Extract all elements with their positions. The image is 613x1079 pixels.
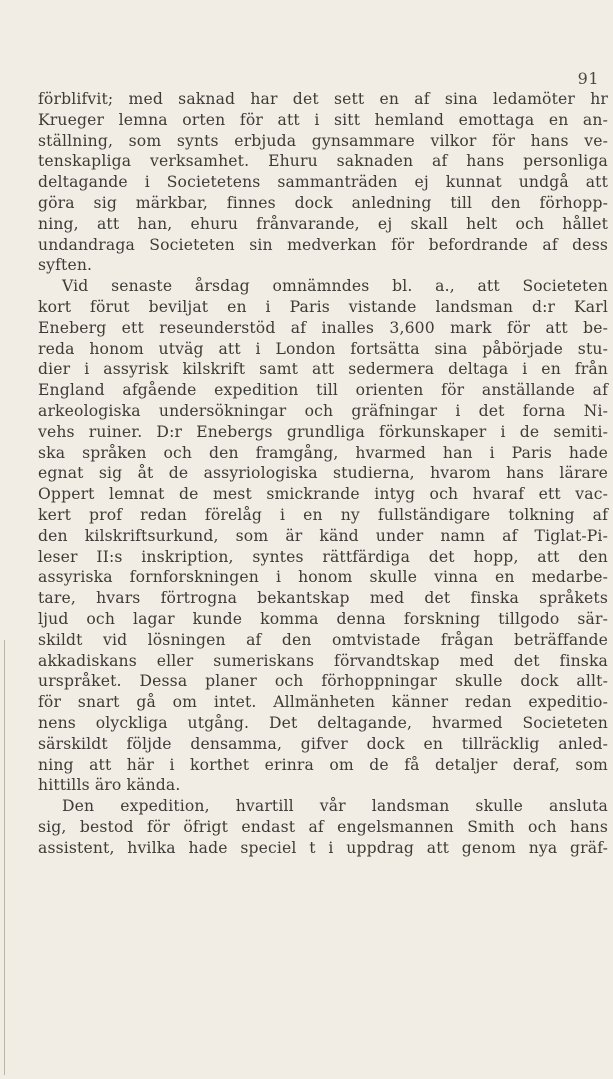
text-line: England afgående expedition till orienten för anställande af <box>38 381 608 400</box>
text-line: den kilskriftsurkund, som är känd under namn af Tiglat-Pi- <box>38 526 608 545</box>
text-line: deltagande i Societetens sammanträden ej kunnat undgå att <box>38 173 608 192</box>
text-line: undandraga Societeten sin medverkan för befordrande af dess <box>38 235 608 254</box>
text-line: förblifvit; med saknad har det sett en af sina ledamöter hr <box>38 90 608 108</box>
text-line: syften. <box>38 256 93 275</box>
text-line: tare, hvars förtrogna bekantskap med det finska språkets <box>38 589 608 608</box>
text-line: arkeologiska undersökningar och gräfningar i det forna Ni- <box>38 401 608 420</box>
text-line: ning att här i korthet erinra om de få detaljer deraf, som <box>38 755 608 774</box>
text-line: göra sig märkbar, finnes dock anledning till den förhopp- <box>38 193 608 212</box>
text-line: hittills äro kända. <box>38 776 181 795</box>
text-line: egnat sig åt de assyriologiska studierna, hvarom hans lärare <box>38 464 608 483</box>
text-line: urspråket. Dessa planer och förhoppningar skulle dock allt- <box>38 672 608 691</box>
text-line: dier i assyrisk kilskrift samt att sedermera deltaga i en från <box>38 360 608 379</box>
text-line: nens olyckliga utgång. Det deltagande, hvarmed Societeten <box>38 713 608 732</box>
text-line: vehs ruiner. D:r Enebergs grundliga förkunskaper i de semiti- <box>38 422 608 441</box>
text-line: sig, bestod för öfrigt endast af engelsmannen Smith och hans <box>38 817 608 836</box>
text-line: Eneberg ett reseunderstöd af inalles 3,600 mark för att be- <box>38 318 608 337</box>
text-line: assyriska fornforskningen i honom skulle vinna en medarbe- <box>38 568 608 587</box>
text-line: Vid senaste årsdag omnämndes bl. a., att Societeten <box>62 277 608 296</box>
text-line: assistent, hvilka hade speciel t i uppdrag att genom nya gräf- <box>38 838 608 857</box>
text-line: kort förut beviljat en i Paris vistande landsman d:r Karl <box>38 297 608 316</box>
text-line: ning, att han, ehuru frånvarande, ej skall helt och hållet <box>38 214 608 233</box>
text-line: Krueger lemna orten för att i sitt hemland emottaga en an- <box>38 110 608 129</box>
text-line: skildt vid lösningen af den omtvistade frågan beträffande <box>38 630 608 649</box>
text-line: leser II:s inskription, syntes rättfärdiga det hopp, att den <box>38 547 608 566</box>
text-line: tenskapliga verksamhet. Ehuru saknaden af hans personliga <box>38 152 608 171</box>
page-edge-mark <box>4 640 5 1075</box>
text-line: kert prof redan förelåg i en ny fullständigare tolkning af <box>38 505 608 524</box>
page-number: 91 <box>577 69 599 88</box>
text-line: ställning, som synts erbjuda gynsammare vilkor för hans ve- <box>38 131 608 150</box>
text-line: ska språken och den framgång, hvarmed han i Paris hade <box>38 443 608 462</box>
text-line: akkadiskans eller sumeriskans förvandtskap med det finska <box>38 651 608 670</box>
text-line: reda honom utväg att i London fortsätta sina påbörjade stu- <box>38 339 608 358</box>
text-line: för snart gå om intet. Allmänheten känner redan expeditio- <box>38 693 608 712</box>
text-line: särskildt följde densamma, gifver dock en tillräcklig anled- <box>38 734 608 753</box>
text-line: Oppert lemnat de mest smickrande intyg och hvaraf ett vac- <box>38 485 608 504</box>
text-line: ljud och lagar kunde komma denna forskning tillgodo sär- <box>38 609 608 628</box>
body-text <box>38 89 608 858</box>
text-line: Den expedition, hvartill vår landsman skulle ansluta <box>62 797 608 816</box>
